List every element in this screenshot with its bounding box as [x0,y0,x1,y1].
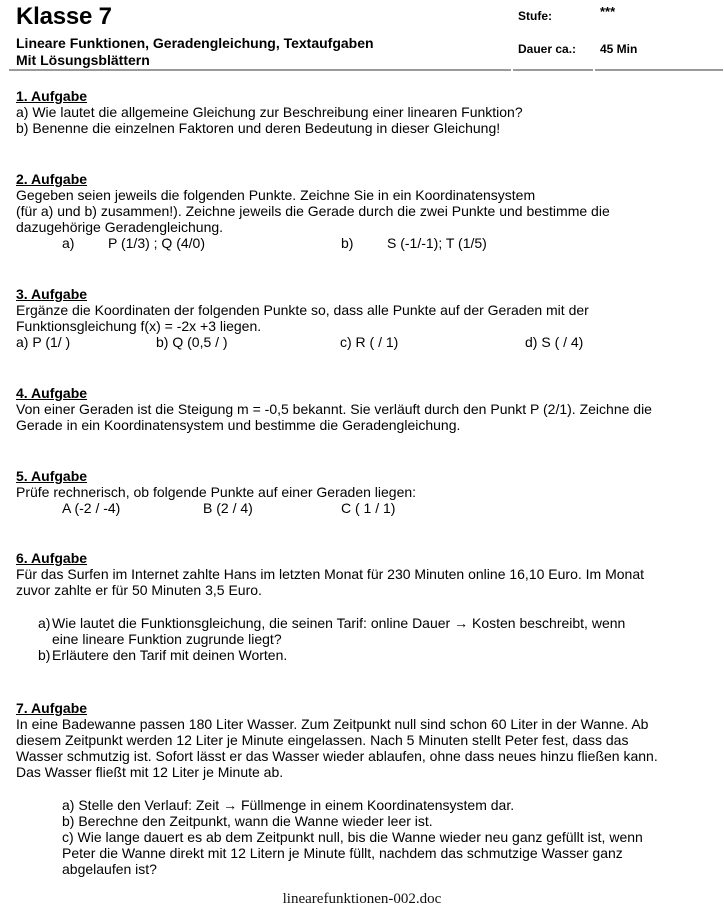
task-text: Für das Surfen im Internet zahlte Hans im letzten Monat für 230 Minuten online 16,10 Euro. Im Monat [16,566,644,582]
points-row [16,334,716,350]
item-text: Erläutere den Tarif mit deinen Worten. [52,647,288,663]
point-item: C ( 1 / 1) [341,500,396,516]
task-text: Gegeben seien jeweils die folgenden Punkte. Zeichne Sie in ein Koordinatensystem [16,187,536,203]
list-item [16,615,716,647]
points-row [16,500,716,516]
item-text: Wie lautet die Funktionsgleichung, die seinen Tarif: online Dauer → Kosten beschreibt, wenn [52,615,626,631]
task-text: a) Wie lautet die allgemeine Gleichung zur Beschreibung einer linearen Funktion? [16,104,523,120]
task-6 [16,550,716,663]
point-item: b) Q (0,5 / ) [156,334,228,350]
task-text: Wasser schmutzig ist. Sofort lässt er das Wasser wieder ablaufen, ohne dass neues hinzu fließen kann. [16,748,658,764]
header-divider [9,69,511,71]
item-marker: a) [38,615,51,631]
task-1 [16,88,716,136]
item-marker: b) [38,647,51,663]
point-item: a) P (1/ ) [16,334,71,350]
dauer-label: Dauer ca.: [518,42,577,56]
footer-filename: linearefunktionen-002.doc [282,891,442,907]
subtitle-line-1: Lineare Funktionen, Geradengleichung, Textaufgaben [16,35,374,51]
point-item: c) R ( / 1) [340,334,399,350]
task-text: diesem Zeitpunkt werden 12 Liter je Minute eingelassen. Nach 5 Minuten stellt Peter fest, dass das [16,732,629,748]
subtask-text: a) Stelle den Verlauf: Zeit → Füllmenge in einem Koordinatensystem dar. [62,797,515,813]
point-item: A (-2 / -4) [62,500,121,516]
worksheet-title: Klasse 7 [16,3,112,30]
task-7 [16,700,716,877]
task-title: 6. Aufgabe [16,550,88,566]
task-5 [16,468,716,516]
header-divider [513,69,593,71]
task-3 [16,286,716,350]
task-4 [16,385,716,433]
item-marker: b) [341,235,354,251]
task-title: 4. Aufgabe [16,385,88,401]
task-text: dazugehörige Geradengleichung. [16,219,224,235]
subtask-text: b) Berechne den Zeitpunkt, wann die Wanne wieder leer ist. [62,813,433,829]
header-divider [595,69,723,71]
item-points: S (-1/-1); T (1/5) [387,235,487,251]
points-row [16,235,716,251]
task-title: 1. Aufgabe [16,88,88,104]
task-text: Ergänze die Koordinaten der folgenden Punkte so, dass alle Punkte auf der Geraden mit der [16,302,589,318]
subtask-text: Peter die Wanne direkt mit 12 Litern je Minute füllt, nachdem das schmutzige Wasser ganz [62,845,623,861]
point-item: B (2 / 4) [203,500,253,516]
point-item: d) S ( / 4) [525,334,584,350]
task-text: Von einer Geraden ist die Steigung m = -0,5 bekannt. Sie verläuft durch den Punkt P (2/1). Zeichne die [16,401,652,417]
item-points: P (1/3) ; Q (4/0) [108,235,205,251]
task-text: Prüfe rechnerisch, ob folgende Punkte auf einer Geraden liegen: [16,484,417,500]
subtask-list [16,797,716,877]
task-text: (für a) und b) zusammen!). Zeichne jeweils die Gerade durch die zwei Punkte und bestimme die [16,203,610,219]
worksheet-subtitle [16,35,374,69]
task-text: Funktionsgleichung f(x) = -2x +3 liegen. [16,318,262,334]
task-title: 7. Aufgabe [16,700,88,716]
task-text: Das Wasser fließt mit 12 Liter je Minute ab. [16,764,284,780]
dauer-value: 45 Min [600,42,638,56]
stufe-value: *** [600,4,616,19]
stufe-label: Stufe: [518,9,552,23]
task-title: 5. Aufgabe [16,468,88,484]
task-title: 2. Aufgabe [16,171,88,187]
task-text: Gerade in ein Koordinatensystem und bestimme die Geradengleichung. [16,417,461,433]
task-title: 3. Aufgabe [16,286,88,302]
task-text: b) Benenne die einzelnen Faktoren und deren Bedeutung in dieser Gleichung! [16,120,501,136]
task-text: zuvor zahlte er für 50 Minuten 3,5 Euro. [16,582,262,598]
task-2 [16,171,716,251]
subtitle-line-2: Mit Lösungsblättern [16,52,150,68]
item-text: eine lineare Funktion zugrunde liegt? [52,631,282,647]
item-marker: a) [62,235,75,251]
list-item [16,647,716,663]
task-text: In eine Badewanne passen 180 Liter Wasser. Zum Zeitpunkt null sind schon 60 Liter in der Wanne. Ab [16,716,649,732]
subtask-text: c) Wie lange dauert es ab dem Zeitpunkt null, bis die Wanne wieder neu ganz gefüllt ist, wenn [62,829,643,845]
subtask-text: abgelaufen ist? [62,861,157,877]
